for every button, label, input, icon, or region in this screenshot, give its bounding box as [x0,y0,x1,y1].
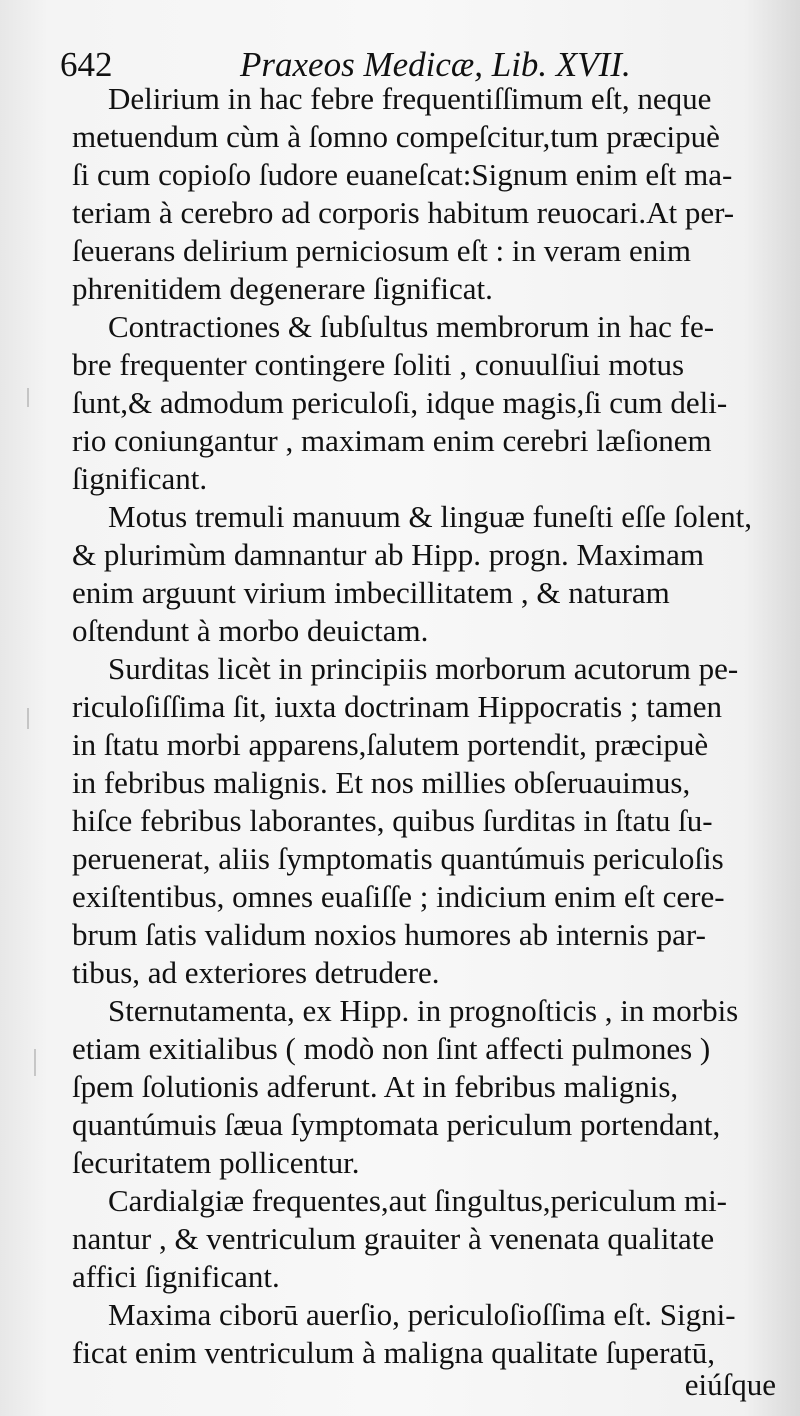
text-line: teriam à cerebro ad corporis habitum reuocari.At per- [72,195,735,230]
text-line: enim arguunt virium imbecillitatem , & naturam [72,575,670,610]
text-line: tibus, ad exteriores detrudere. [72,955,440,990]
text-line: Contractiones & ſubſultus membrorum in hac fe- [108,309,715,344]
text-line: etiam exitialibus ( modò non ſint affecti pulmones ) [72,1031,711,1066]
text-line: in ſtatu morbi apparens,ſalutem portendit, præcipuè [72,727,709,762]
text-line: affici ſignificant. [72,1259,280,1294]
text-line: Sternutamenta, ex Hipp. in prognoſticis , in morbis [108,993,739,1028]
text-line: brum ſatis validum noxios humores ab internis par- [72,917,706,952]
text-line: ficat enim ventriculum à maligna qualitate ſuperatū, [72,1335,716,1370]
text-line: phrenitidem degenerare ſignificat. [72,271,493,306]
text-line: riculoſiſſima ſit, iuxta doctrinam Hippocratis ; tamen [72,689,722,724]
text-line: ſi cum copioſo ſudore euaneſcat:Signum enim eſt ma- [72,157,733,192]
text-line: Surditas licèt in principiis morborum acutorum pe- [108,651,739,686]
text-line: oſtendunt à morbo deuictam. [72,613,429,648]
latin-body-text [72,80,777,1372]
text-line: Delirium in hac febre frequentiſſimum eſt, neque [108,81,712,116]
text-line: ſeuerans delirium perniciosum eſt : in veram enim [72,233,691,268]
text-line: ſecuritatem pollicentur. [72,1145,360,1180]
paper-mark [34,1049,36,1076]
text-line: ſignificant. [72,461,208,496]
text-line: bre frequenter contingere ſoliti , conuulſiui motus [72,347,685,382]
text-line: nantur , & ventriculum grauiter à venenata qualitate [72,1221,715,1256]
text-line: quantúmuis ſæua ſymptomata periculum portendant, [72,1107,721,1142]
paper-mark [27,708,29,729]
text-line: rio coniungantur , maximam enim cerebri læſionem [72,423,712,458]
text-line: metuendum cùm à ſomno compeſcitur,tum præcipuè [72,119,720,154]
text-line: ſpem ſolutionis adferunt. At in febribus malignis, [72,1069,679,1104]
catchword: eiúſque [684,1367,776,1402]
text-line: exiſtentibus, omnes euaſiſſe ; indicium enim eſt cere- [72,879,725,914]
running-title: Praxeos Medicæ, Lib. XVII. [240,45,631,84]
text-line: Maxima ciborū auerſio, periculoſioſſima eſt. Signi- [108,1297,736,1332]
text-line: peruenerat, aliis ſymptomatis quantúmuis periculoſis [72,841,724,876]
page-number: 642 [60,45,113,84]
paper-mark [27,388,29,407]
text-line: hiſce febribus laborantes, quibus ſurditas in ſtatu ſu- [72,803,713,838]
text-line: & plurimùm damnantur ab Hipp. progn. Maximam [72,537,704,572]
text-line: Cardialgiæ frequentes,aut ſingultus,periculum mi- [108,1183,728,1218]
text-line: ſunt,& admodum periculoſi, idque magis,ſi cum deli- [72,385,728,420]
text-line: Motus tremuli manuum & linguæ funeſti eſſe ſolent, [108,499,753,534]
text-line: in febribus malignis. Et nos millies obſeruauimus, [72,765,691,800]
